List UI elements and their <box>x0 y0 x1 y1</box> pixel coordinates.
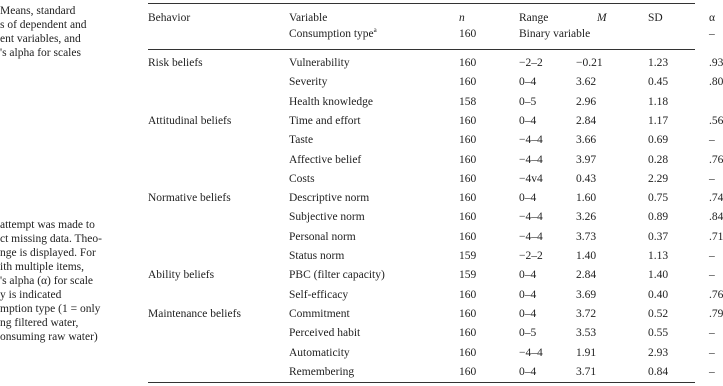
cell-behavior: Ability beliefs <box>148 269 215 282</box>
cell-alpha: – <box>709 269 715 282</box>
cell-mean: 2.84 <box>576 114 597 127</box>
cell-sd: 0.28 <box>648 153 669 166</box>
cell-n: 160 <box>459 327 477 340</box>
cell-n: 160 <box>459 307 477 320</box>
table-row <box>148 171 715 187</box>
table-row <box>148 190 723 206</box>
cell-variable: Perceived habit <box>289 327 361 340</box>
cell-mean: 3.26 <box>576 211 597 224</box>
cell-sd: 1.13 <box>648 250 669 262</box>
cell-alpha: .76 <box>709 288 723 301</box>
cell-sd: 1.23 <box>648 57 669 69</box>
footnote-line: ng filtered water, <box>0 317 79 329</box>
cell-alpha: – <box>709 172 715 185</box>
cell-n: 159 <box>459 269 477 282</box>
cell-variable: Severity <box>289 76 328 89</box>
cell-mean: 2.96 <box>576 95 597 108</box>
cell-alpha: .76 <box>709 153 723 166</box>
cell-range: 0–4 <box>519 288 537 301</box>
table-row <box>148 94 695 110</box>
table-row <box>148 345 715 361</box>
cell-mean: 1.40 <box>576 250 597 262</box>
cell-n: 160 <box>459 192 477 205</box>
cell-n: 160 <box>459 346 477 359</box>
cell-alpha: .56 <box>709 114 723 127</box>
cell-range: 0–5 <box>519 95 537 108</box>
cell-n: 160 <box>459 134 477 147</box>
cell-n: 160 <box>459 230 477 243</box>
cell-mean: 3.53 <box>576 327 597 340</box>
cell-alpha: .93 <box>709 57 723 69</box>
cell-sd: 0.40 <box>648 288 669 301</box>
cell-sd: 0.84 <box>648 365 669 378</box>
cell-sd: 0.52 <box>648 307 669 320</box>
cell-alpha: .74 <box>709 192 723 205</box>
cell-range: −4–4 <box>519 134 543 147</box>
footnote-line: ct missing data. Theo- <box>0 233 102 245</box>
cell-alpha: .84 <box>709 211 723 224</box>
cell-variable: Consumption type$^a$ <box>289 26 377 40</box>
header-variable: Variable <box>289 12 328 24</box>
cell-range: 0–4 <box>519 365 537 378</box>
cell-behavior: Maintenance beliefs <box>148 307 241 320</box>
cell-range: 0–4 <box>519 76 537 89</box>
cell-sd: 0.37 <box>648 230 669 243</box>
caption-line: s of dependent and <box>0 19 87 31</box>
cell-sd: 2.93 <box>648 346 669 359</box>
table-caption-fragment <box>0 4 140 60</box>
cell-n: 160 <box>459 114 477 127</box>
cell-sd: 0.89 <box>648 211 669 224</box>
cell-sd: 1.18 <box>648 95 669 108</box>
cell-behavior: Attitudinal beliefs <box>148 114 232 127</box>
table-row <box>148 267 715 283</box>
table-row <box>148 325 715 341</box>
cell-mean: −0.21 <box>576 57 603 69</box>
cell-range: −4–4 <box>519 346 543 359</box>
cell-behavior: Normative beliefs <box>148 192 231 205</box>
cell-variable: Personal norm <box>289 230 356 243</box>
cell-range: −4v4 <box>519 172 543 185</box>
table-footnote-fragment <box>0 218 140 344</box>
cell-range: 0–4 <box>519 269 537 282</box>
footnote-line: nge is displayed. For <box>0 247 96 259</box>
cell-range: 0–4 <box>519 307 537 320</box>
cell-variable: Vulnerability <box>289 57 350 69</box>
cell-variable: Taste <box>289 134 314 147</box>
footnote-line: 's alpha (α) for scale <box>0 275 94 287</box>
cell-mean: 0.43 <box>576 172 597 185</box>
cell-range: 0–4 <box>519 192 537 205</box>
header-range: Range <box>519 12 549 24</box>
table-row <box>148 229 723 245</box>
header-mean: M <box>597 12 607 24</box>
footnote-line: ith multiple items, <box>0 261 85 273</box>
cell-variable: Status norm <box>289 250 345 262</box>
cell-variable: Subjective norm <box>289 211 365 224</box>
cell-mean: 3.66 <box>576 134 597 147</box>
cell-alpha: – <box>709 365 715 378</box>
cell-n: 160 <box>459 211 477 224</box>
cell-n: 160 <box>459 288 477 301</box>
cell-mean: 1.60 <box>576 192 597 205</box>
cell-sd: 0.55 <box>648 327 669 340</box>
table-row <box>148 132 715 148</box>
cell-variable: Commitment <box>289 307 350 320</box>
cell-mean: 3.69 <box>576 288 597 301</box>
cell-n: 160 <box>459 365 477 378</box>
table-top-rule <box>148 3 695 4</box>
header-n: n <box>459 12 465 24</box>
table-row <box>148 74 723 90</box>
cell-alpha: – <box>709 28 715 40</box>
table-header-row <box>148 10 716 26</box>
cell-sd: 1.17 <box>648 114 669 127</box>
cell-n: 160 <box>459 153 477 166</box>
caption-line: ent variables, and <box>0 33 81 45</box>
cell-n: 160 <box>459 57 477 69</box>
header-alpha: α <box>709 12 716 24</box>
caption-line: 's alpha for scales <box>0 47 81 59</box>
cell-sd: 2.29 <box>648 172 669 185</box>
cell-n: 160 <box>459 172 477 185</box>
cell-range: Binary variable <box>519 28 591 40</box>
table-row <box>148 364 715 380</box>
cell-variable: Descriptive norm <box>289 192 370 205</box>
cell-variable: Time and effort <box>289 114 361 127</box>
footnote-line: y is indicated <box>0 289 62 301</box>
cell-alpha: – <box>709 346 715 359</box>
cell-sd: 1.40 <box>648 269 669 282</box>
cell-range: −2–2 <box>519 250 543 262</box>
cell-range: −4–4 <box>519 153 543 166</box>
cell-sd: 0.69 <box>648 134 669 147</box>
cell-alpha: – <box>709 327 715 340</box>
table-row <box>148 209 723 225</box>
cell-mean: 3.97 <box>576 153 597 166</box>
cell-range: −2–2 <box>519 57 543 69</box>
cell-alpha: – <box>709 250 715 262</box>
cell-n: 160 <box>459 76 477 89</box>
cell-alpha: – <box>709 134 715 147</box>
footnote-line: mption type (1 = only <box>0 303 101 315</box>
cell-mean: 1.91 <box>576 346 597 359</box>
header-sd: SD <box>648 12 663 24</box>
caption-line: Means, standard <box>0 5 76 17</box>
cell-variable: Costs <box>289 172 315 185</box>
cell-range: 0–5 <box>519 327 537 340</box>
cell-range: −4–4 <box>519 230 543 243</box>
cell-range: −4–4 <box>519 211 543 224</box>
table-row <box>148 55 723 71</box>
cell-alpha: .79 <box>709 307 723 320</box>
table-row <box>148 248 715 264</box>
footnote-line: attempt was made to <box>0 219 95 231</box>
cell-sd: 0.45 <box>648 76 669 89</box>
table-bottom-rule <box>148 382 695 383</box>
table-row <box>148 287 723 303</box>
cell-n: 159 <box>459 250 477 262</box>
cell-mean: 3.62 <box>576 76 597 89</box>
cell-variable: Automaticity <box>289 346 350 359</box>
cell-range: 0–4 <box>519 114 537 127</box>
cell-alpha: .71 <box>709 230 723 243</box>
cell-mean: 3.72 <box>576 307 597 320</box>
table-header-rule <box>148 49 695 50</box>
table-row-consumption-type <box>148 26 715 42</box>
cell-mean: 3.71 <box>576 365 597 378</box>
table-row <box>148 152 723 168</box>
cell-variable: Remembering <box>289 365 355 378</box>
cell-n: 158 <box>459 95 477 108</box>
cell-mean: 2.84 <box>576 269 597 282</box>
cell-variable: Health knowledge <box>289 95 373 108</box>
cell-variable: PBC (filter capacity) <box>289 269 385 282</box>
table-row <box>148 113 723 129</box>
cell-n: 160 <box>459 28 477 40</box>
cell-sd: 0.75 <box>648 192 669 205</box>
header-behavior: Behavior <box>148 12 191 24</box>
cell-variable: Affective belief <box>289 153 362 166</box>
footnote-line: onsuming raw water) <box>0 331 98 343</box>
cell-variable: Self-efficacy <box>289 288 349 301</box>
cell-mean: 3.73 <box>576 230 597 243</box>
cell-alpha: .80 <box>709 76 723 89</box>
cell-behavior: Risk beliefs <box>148 57 203 69</box>
table-row <box>148 306 723 322</box>
